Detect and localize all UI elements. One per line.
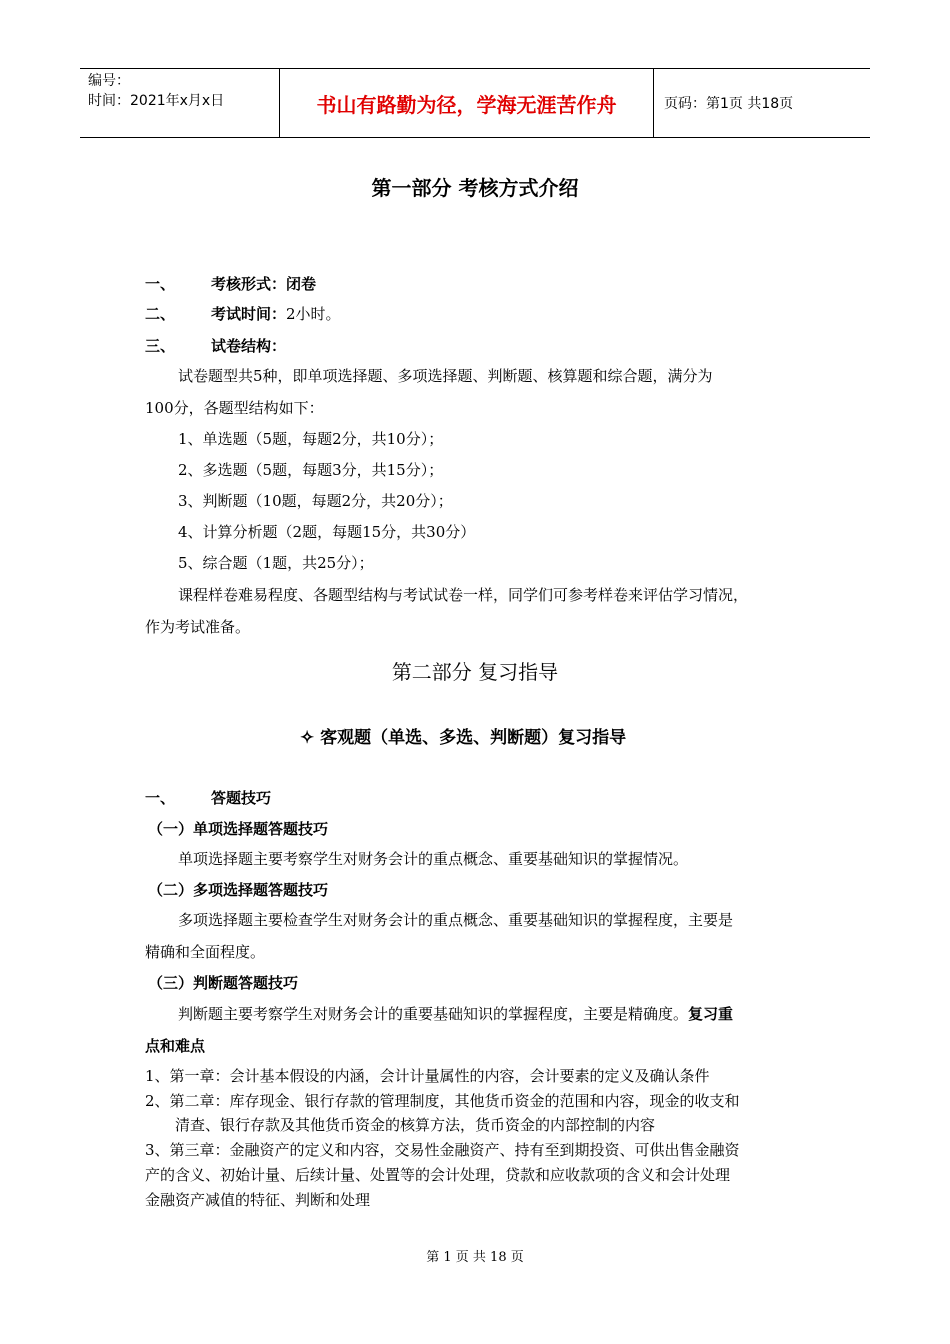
sub3-line-1 xyxy=(178,1003,733,1025)
section-title: 答题技巧 xyxy=(211,789,272,807)
time-label: 时间：2021年x月x日 xyxy=(88,93,225,109)
item-number: 三、 xyxy=(145,337,176,355)
section-number: 一、 xyxy=(145,789,176,807)
sub2-line-2: 精确和全面程度。 xyxy=(145,943,266,961)
note-line-1: 课程样卷难易程度、各题型结构与考试试卷一样，同学们可参考样卷来评估学习情况， xyxy=(178,586,749,604)
chapter-1: 1、第一章：会计基本假设的内涵，会计计量属性的内容，会计要素的定义及确认条件 xyxy=(145,1067,710,1085)
section-answer-skills xyxy=(145,787,271,809)
sub1-title: （一）单项选择题答题技巧 xyxy=(148,820,329,838)
item-number: 二、 xyxy=(145,305,176,323)
review-heading-part1: 复习重 xyxy=(688,1005,734,1023)
intro-line-1: 试卷题型共5种，即单项选择题、多项选择题、判断题、核算题和综合题，满分为 xyxy=(178,367,713,385)
page-header xyxy=(80,68,870,138)
chapter-3-line-2: 产的含义、初始计量、后续计量、处置等的会计处理，贷款和应收款项的含义和会计处理 xyxy=(145,1166,731,1184)
chapter-2-line-2: 清查、银行存款及其他货币资金的核算方法，货币资金的内部控制的内容 xyxy=(175,1116,656,1134)
item-exam-form xyxy=(145,273,316,295)
page-footer: 第 1 页 共 18 页 xyxy=(426,1250,524,1265)
review-heading-part2: 点和难点 xyxy=(145,1037,206,1055)
structure-item: 1、单选题（5题，每题2分，共10分）； xyxy=(178,430,444,448)
part2-title: 第二部分 复习指导 xyxy=(391,660,559,684)
header-meta xyxy=(80,69,280,137)
item-label: 考试时间： xyxy=(211,305,287,323)
chapter-2-line-1: 2、第二章：库存现金、银行存款的管理制度，其他货币资金的范围和内容，现金的收支和 xyxy=(145,1092,740,1110)
item-label: 试卷结构： xyxy=(211,337,287,355)
structure-item: 4、计算分析题（2题，每题15分，共30分） xyxy=(178,523,476,541)
item-value: 2小时。 xyxy=(286,305,341,323)
chapter-3-line-1: 3、第三章：金融资产的定义和内容，交易性金融资产、持有至到期投资、可供出售金融资 xyxy=(145,1141,740,1159)
header-page-info: 页码：第1页 共18页 xyxy=(664,96,794,112)
structure-item: 3、判断题（10题，每题2分，共20分）； xyxy=(178,492,453,510)
intro-line-2: 100分，各题型结构如下： xyxy=(145,399,324,417)
item-label: 考核形式：闭卷 xyxy=(211,275,317,293)
structure-item: 5、综合题（1题，共25分）； xyxy=(178,554,374,572)
header-motto: 书山有路勤为径，学海无涯苦作舟 xyxy=(280,69,654,137)
number-label: 编号： xyxy=(88,73,130,89)
chapter-3-line-3: 金融资产减值的特征、判断和处理 xyxy=(145,1191,371,1209)
sub1-text: 单项选择题主要考察学生对财务会计的重点概念、重要基础知识的掌握情况。 xyxy=(178,850,689,868)
structure-item: 2、多选题（5题，每题3分，共15分）； xyxy=(178,461,444,479)
item-exam-time xyxy=(145,303,341,325)
note-line-2: 作为考试准备。 xyxy=(145,618,251,636)
item-number: 一、 xyxy=(145,275,176,293)
objective-questions-heading: ✧ 客观题（单选、多选、判断题）复习指导 xyxy=(300,728,627,748)
part1-title: 第一部分 考核方式介绍 xyxy=(371,176,579,200)
sub2-title: （二）多项选择题答题技巧 xyxy=(148,881,329,899)
sub2-line-1: 多项选择题主要检查学生对财务会计的重点概念、重要基础知识的掌握程度，主要是 xyxy=(178,911,734,929)
sub3-text: 判断题主要考察学生对财务会计的重要基础知识的掌握程度，主要是精确度。 xyxy=(178,1005,689,1023)
sub3-title: （三）判断题答题技巧 xyxy=(148,974,299,992)
item-paper-structure xyxy=(145,335,286,357)
